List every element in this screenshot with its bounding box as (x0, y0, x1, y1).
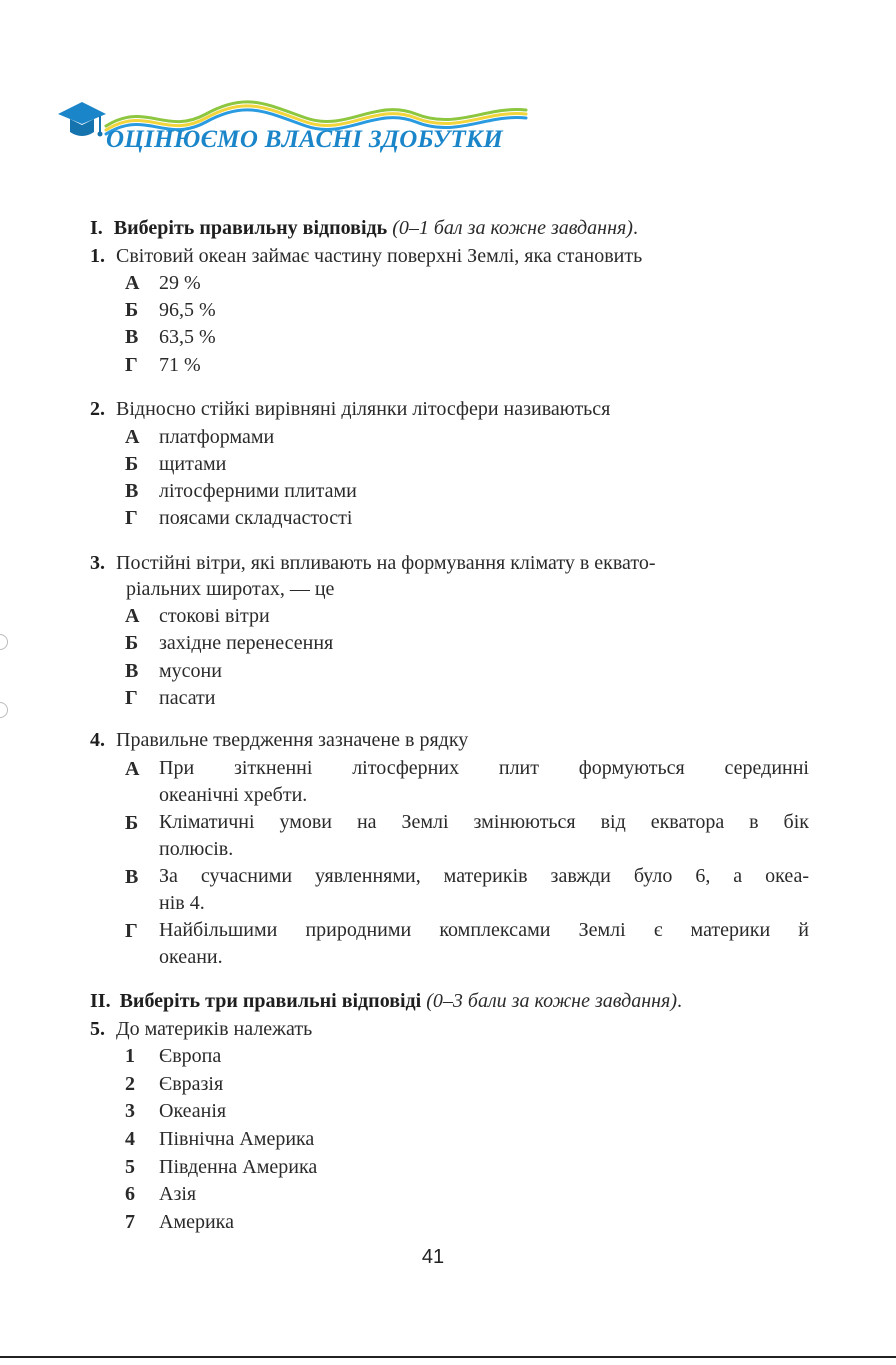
bottom-divider (0, 1356, 896, 1358)
question-number: 2. (90, 398, 105, 420)
option-text: Океанія (159, 1100, 227, 1122)
option-text: Америка (159, 1211, 234, 1233)
option-label: В (125, 480, 139, 502)
section-end: . (677, 990, 682, 1012)
section-instruction: Виберіть три правильні відповіді (119, 990, 422, 1012)
option-text: За сучасними уявленнями, материків завжди було 6, а океа- нів 4. (159, 865, 809, 914)
option-label: В (125, 660, 139, 682)
option-label: Г (125, 354, 138, 376)
option-text: 96,5 % (159, 299, 216, 321)
question-text: Правильне твердження зазначене в рядку (116, 729, 469, 751)
option-label: Г (125, 507, 138, 529)
option-text: мусони (159, 660, 222, 682)
question-number: 3. (90, 552, 105, 574)
section-number: II. (90, 990, 111, 1012)
option-label: А (125, 426, 140, 448)
option-text: щитами (159, 453, 227, 475)
option-text: західне перенесення (159, 632, 334, 654)
question-4 (90, 727, 468, 753)
option-text: Північна Америка (159, 1128, 315, 1150)
option-label: В (125, 326, 139, 348)
option-label: 2 (125, 1073, 135, 1095)
graduation-cap-icon (58, 102, 106, 137)
option-label: 3 (125, 1100, 135, 1122)
section-instruction: Виберіть правильну відповідь (113, 217, 388, 239)
question-5 (90, 1016, 312, 1042)
option-text: літосферними плитами (159, 480, 357, 502)
option-text: пасати (159, 687, 216, 709)
option-text: поясами складчастості (159, 507, 353, 529)
question-2 (90, 396, 610, 422)
question-text: Відносно стійкі вирівняні ділянки літосфери називаються (116, 398, 611, 420)
option-text: 71 % (159, 354, 201, 376)
option-text: Південна Америка (159, 1156, 318, 1178)
option-text: Найбільшими природними комплексами Землі є материки й океани. (159, 919, 809, 968)
section-number: I. (90, 217, 103, 239)
section-2-heading (90, 988, 682, 1014)
option-label: 1 (125, 1045, 135, 1067)
option-label: А (125, 758, 140, 780)
option-label: 6 (125, 1183, 135, 1205)
option-text: Азія (159, 1183, 197, 1205)
question-text-line-1: Постійні вітри, які впливають на формування клімату в еквато- (116, 552, 656, 574)
option-label: Б (125, 632, 139, 654)
option-text: 63,5 % (159, 326, 216, 348)
binding-hole (0, 634, 8, 650)
page-title: ОЦІНЮЄМО ВЛАСНІ ЗДОБУТКИ (106, 126, 504, 153)
question-text-line-2: ріальних широтах, — це (126, 578, 335, 600)
question-number: 1. (90, 245, 105, 267)
question-text: До материків належать (116, 1018, 313, 1040)
option-text: Євразія (159, 1073, 224, 1095)
option-text: Кліматичні умови на Землі змінюються від екватора в бік полюсів. (159, 811, 809, 860)
option-text: платформами (159, 426, 275, 448)
binding-hole (0, 702, 8, 718)
option-label: Б (125, 812, 139, 834)
option-label: 4 (125, 1128, 135, 1150)
option-label: А (125, 605, 140, 627)
option-label: Г (125, 687, 138, 709)
option-text: стокові вітри (159, 605, 270, 627)
section-end: . (632, 217, 638, 239)
option-label: 7 (125, 1211, 135, 1233)
section-1-heading (90, 215, 638, 241)
page-number: 41 (421, 1246, 445, 1268)
section-score-note: (0–1 бал за кожне завдання) (392, 217, 633, 239)
option-label: Б (125, 299, 139, 321)
question-text: Світовий океан займає частину поверхні Землі, яка становить (116, 245, 643, 267)
option-label: 5 (125, 1156, 135, 1178)
option-label: Б (125, 453, 139, 475)
section-score-note: (0–3 бали за кожне завдання) (426, 990, 677, 1012)
option-text: При зіткненні літосферних плит формуються серединні океанічні хребти. (159, 757, 809, 806)
question-1 (90, 243, 642, 269)
question-number: 4. (90, 729, 105, 751)
question-number: 5. (90, 1018, 105, 1040)
option-label: А (125, 272, 140, 294)
option-text: 29 % (159, 272, 201, 294)
option-label: Г (125, 920, 138, 942)
question-3 (90, 550, 656, 576)
option-label: В (125, 866, 139, 888)
option-text: Європа (159, 1045, 222, 1067)
